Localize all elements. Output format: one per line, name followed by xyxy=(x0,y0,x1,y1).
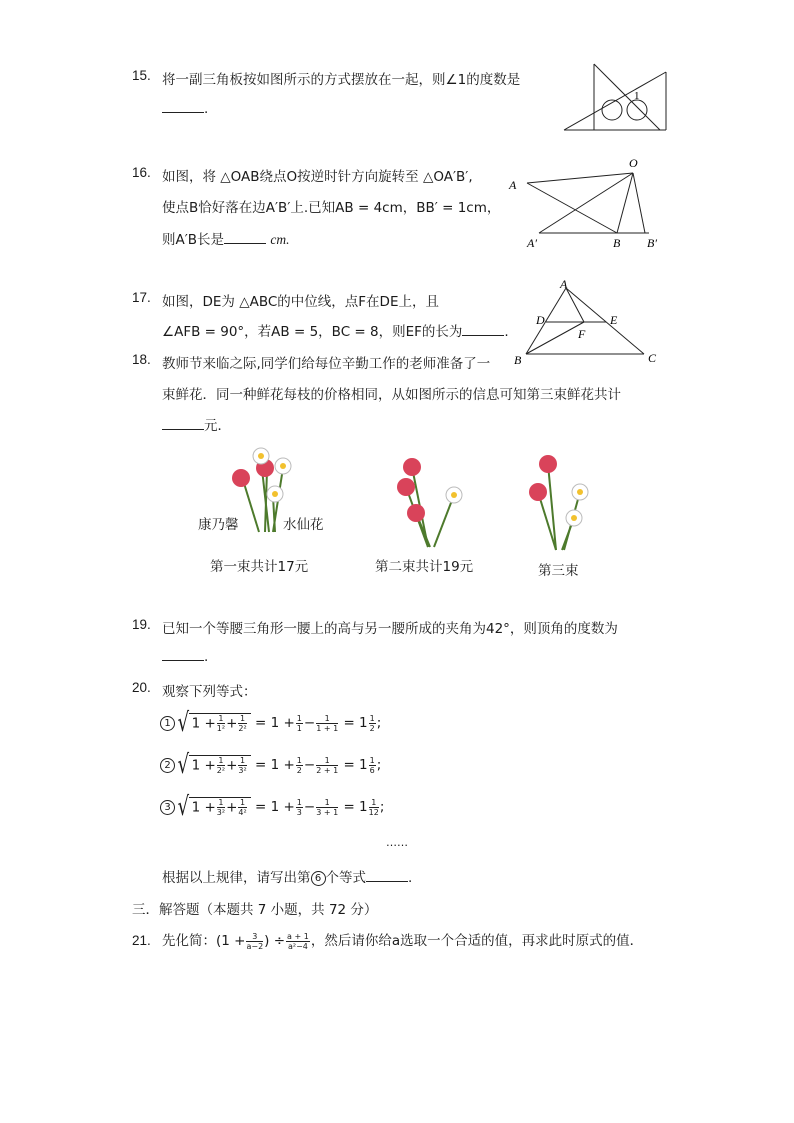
carnation-flower xyxy=(232,469,250,487)
q20-number: 20. xyxy=(132,680,151,695)
q18-line1: 教师节来临之际,同学们给每位辛勤工作的老师准备了一 xyxy=(162,356,491,372)
q15-number: 15. xyxy=(132,68,151,83)
q20-blank xyxy=(366,869,408,882)
q17-label-B: B xyxy=(514,353,522,367)
q16-rotation-figure xyxy=(505,155,670,255)
q17-label-D: D xyxy=(536,313,545,327)
q15-answer-line: . xyxy=(162,100,208,117)
q17-number: 17. xyxy=(132,290,151,305)
q15-text: 将一副三角板按如图所示的方式摆放在一起，则∠1的度数是 xyxy=(162,72,521,88)
q16-number: 16. xyxy=(132,165,151,180)
q17-triangle-figure xyxy=(510,278,670,368)
q16-label-A: A xyxy=(509,178,517,192)
q19-text: 已知一个等腰三角形一腰上的高与另一腰所成的夹角为42°，则顶角的度数为 xyxy=(162,621,618,637)
bouquet-2 xyxy=(390,455,470,550)
q18-line2: 束鲜花．同一种鲜花每枝的价格相同，从如图所示的信息可知第三束鲜花共计 xyxy=(162,387,621,403)
q18-blank xyxy=(162,417,204,430)
q16-label-B: B xyxy=(613,236,621,250)
q20-equation-2: 2 √ 1 + $\frac{1}{\text{2²}}$ + $\frac{1}{\text{3²}}$ = 1 + $\frac{1}{2}$ − $\frac{1}{2 + 1}$ = 1 $\frac{1}{6}$ ; xyxy=(160,750,381,780)
q19-answer-line: . xyxy=(162,648,208,665)
q17-label-E: E xyxy=(610,313,618,327)
q16-label-A1: A′ xyxy=(527,236,537,250)
q19-blank xyxy=(162,648,204,661)
caption-bouquet-1: 第一束共计17元 xyxy=(210,559,309,575)
q16-label-O: O xyxy=(629,156,638,170)
q16-line3: 则A′B长是 cm. xyxy=(162,232,290,248)
q16-line2: 使点B恰好落在边A′B′上.已知AB = 4cm，BB′ = 1cm， xyxy=(162,200,501,216)
caption-bouquet-3: 第三束 xyxy=(538,563,579,579)
caption-bouquet-2: 第二束共计19元 xyxy=(375,559,474,575)
label-narcissus: 水仙花 xyxy=(283,517,324,533)
q17-blank xyxy=(462,323,504,336)
bouquet-3 xyxy=(520,452,600,552)
q16-label-B1: B′ xyxy=(647,236,657,250)
q17-line1: 如图，DE为 △ABC的中位线，点F在DE上，且 xyxy=(162,294,439,310)
section-3-title: 三．解答题（本题共 7 小题，共 72 分） xyxy=(132,902,378,918)
q16-line1: 如图，将 △OAB绕点O按逆时针方向旋转至 △OA′B′, xyxy=(162,169,473,185)
q20-intro: 观察下列等式： xyxy=(162,684,257,700)
q15-angle-label: 1 xyxy=(634,90,640,102)
q17-label-A: A xyxy=(560,278,568,291)
q17-label-C: C xyxy=(648,351,657,365)
q21-text: 先化简：(1 + $\frac{3}{a-2}$ ) ÷ $\frac{a + 1}{\text{a²−4}}$ ，然后请你给a选取一个合适的值，再求此时原式的值． xyxy=(162,931,644,951)
q16-blank xyxy=(224,231,266,244)
q18-number: 18. xyxy=(132,352,151,367)
q15-blank xyxy=(162,100,204,113)
q15-triangles-figure xyxy=(560,60,670,135)
q20-equation-1: 1 √ 1 + $\frac{1}{\text{1²}}$ + $\frac{1}{\text{2²}}$ = 1 + $\frac{1}{1}$ − $\frac{1}{1 + 1}$ = 1 $\frac{1}{2}$ ; xyxy=(160,708,381,738)
q20-equation-3: 3 √ 1 + $\frac{1}{\text{3²}}$ + $\frac{1}{\text{4²}}$ = 1 + $\frac{1}{3}$ − $\frac{1}{3 + 1}$ = 1 $\frac{1}{12}$ ; xyxy=(160,792,384,822)
q21-number: 21. xyxy=(132,933,151,948)
q19-number: 19. xyxy=(132,617,151,632)
q17-line2: ∠AFB = 90°，若AB = 5，BC = 8，则EF的长为 . xyxy=(162,324,509,340)
q20-question: 根据以上规律，请写出第 6 个等式 . xyxy=(162,870,413,886)
q18-line3: 元． xyxy=(162,414,231,434)
label-carnation: 康乃馨 xyxy=(198,517,239,533)
q20-ellipsis: …… xyxy=(386,836,408,849)
q17-label-F: F xyxy=(578,327,586,341)
